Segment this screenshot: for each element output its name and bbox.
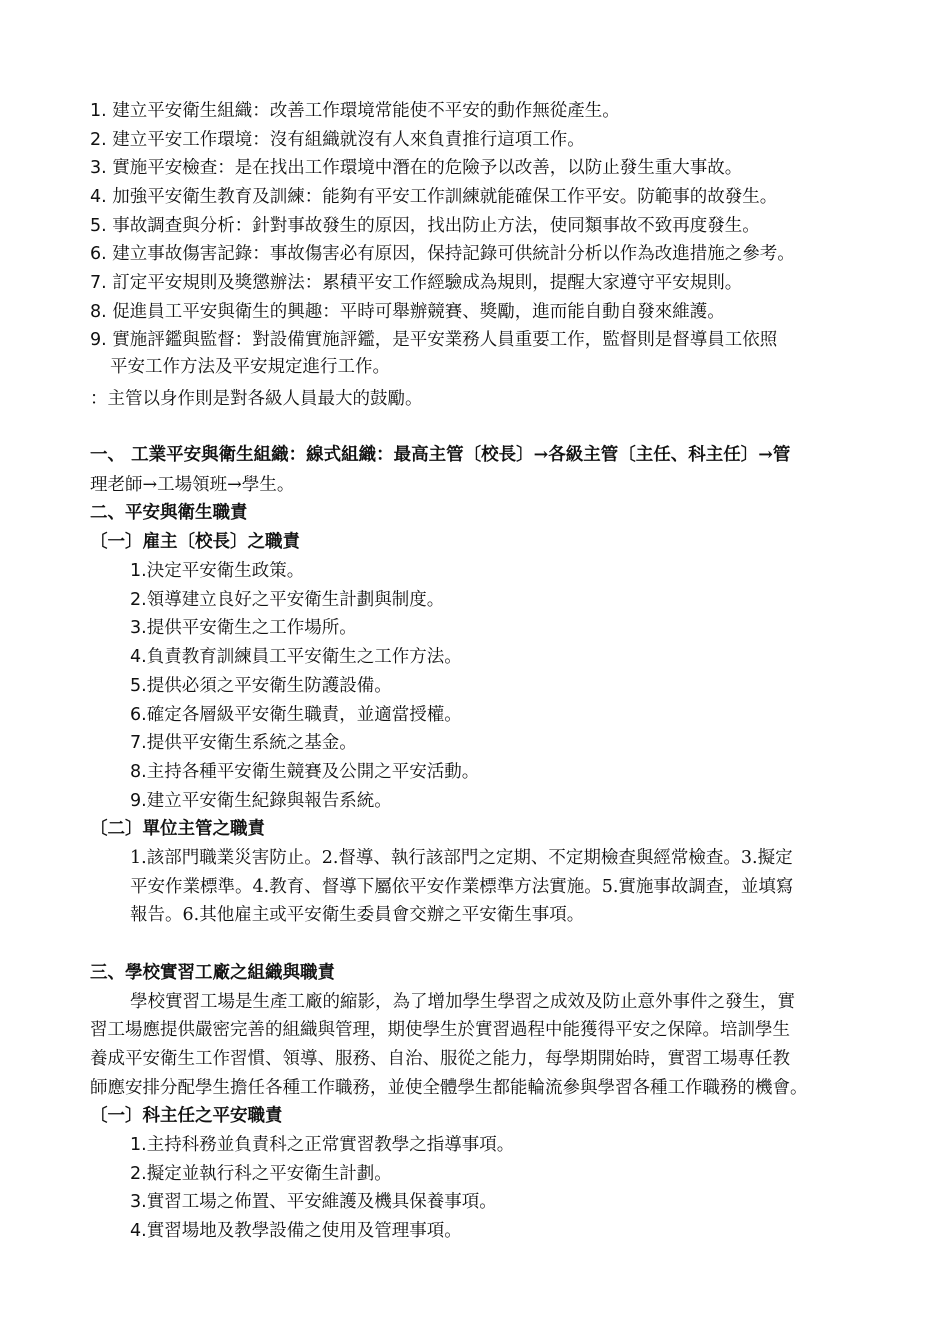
list-note: ：主管以身作則是對各級人員最大的鼓勵。 <box>90 389 423 409</box>
section2-sub1-item: 7.提供平安衛生系統之基金。 <box>130 733 357 753</box>
list-item-continuation: 平安工作方法及平安規定進行工作。 <box>110 357 390 377</box>
list-item: 1. 建立平安衛生組織：改善工作環境常能使不平安的動作無從產生。 <box>90 101 620 121</box>
section3-paragraph-line: 習工場應提供嚴密完善的組織與管理，期使學生於實習過程中能獲得平安之保障。培訓學生 <box>90 1020 790 1040</box>
section3-paragraph-line: 學校實習工場是生產工廠的縮影，為了增加學生學習之成效及防止意外事件之發生，實 <box>130 992 795 1012</box>
section1-line: 一、 工業平安與衛生組織：線式組織：最高主管〔校長〕→各級主管〔主任、科主任〕→管 <box>90 445 791 465</box>
section3-sub1-item: 1.主持科務並負責科之正常實習教學之指導事項。 <box>130 1135 515 1155</box>
list-item: 6. 建立事故傷害記錄：事故傷害必有原因，保持記錄可供統計分析以作為改進措施之參考。 <box>90 244 795 264</box>
section3-sub1-item: 3.實習工場之佈置、平安維護及機具保養事項。 <box>130 1192 497 1212</box>
section3-paragraph-line: 師應安排分配學生擔任各種工作職務，並使全體學生都能輪流參與學習各種工作職務的機會。 <box>90 1078 808 1098</box>
section2-sub2-line: 報告。6.其他雇主或平安衛生委員會交辦之平安衛生事項。 <box>130 905 585 925</box>
section2-sub1-heading: 〔一〕雇主〔校長〕之職責 <box>90 532 300 552</box>
list-item: 3. 實施平安檢查：是在找出工作環境中潛在的危險予以改善，以防止發生重大事故。 <box>90 158 743 178</box>
section3-sub1-item: 2.擬定並執行科之平安衛生計劃。 <box>130 1164 392 1184</box>
section3-sub1-item: 4.實習場地及教學設備之使用及管理事項。 <box>130 1221 462 1241</box>
section2-sub2-line: 1.該部門職業災害防止。2.督導、執行該部門之定期、不定期檢查與經常檢查。3.擬定 <box>130 848 793 868</box>
list-item: 2. 建立平安工作環境：沒有組織就沒有人來負責推行這項工作。 <box>90 130 585 150</box>
section2-sub1-item: 6.確定各層級平安衛生職責，並適當授權。 <box>130 705 462 725</box>
list-item: 5. 事故調查與分析：針對事故發生的原因，找出防止方法，使同類事故不致再度發生。 <box>90 216 760 236</box>
list-item: 9. 實施評鑑與監督：對設備實施評鑑，是平安業務人員重要工作，監督則是督導員工依照 <box>90 330 778 350</box>
section2-sub2-heading: 〔二〕單位主管之職責 <box>90 819 265 839</box>
section3-paragraph-line: 養成平安衛生工作習慣、領導、服務、自治、服從之能力，每學期開始時，實習工場專任教 <box>90 1049 790 1069</box>
section2-sub1-item: 4.負責教育訓練員工平安衛生之工作方法。 <box>130 647 462 667</box>
section1-line: 理老師→工場領班→學生。 <box>90 475 295 495</box>
section2-sub1-item: 3.提供平安衛生之工作場所。 <box>130 618 357 638</box>
section2-sub2-line: 平安作業標準。4.教育、督導下屬依平安作業標準方法實施。5.實施事故調查，並填寫 <box>130 877 794 897</box>
section2-sub1-item: 2.領導建立良好之平安衛生計劃與制度。 <box>130 590 445 610</box>
section2-sub1-item: 5.提供必須之平安衛生防護設備。 <box>130 676 392 696</box>
section2-heading: 二、平安與衛生職責 <box>90 503 248 523</box>
section2-sub1-item: 9.建立平安衛生紀錄與報告系統。 <box>130 791 392 811</box>
section3-heading: 三、學校實習工廠之組織與職責 <box>90 963 335 983</box>
list-item: 8. 促進員工平安與衛生的興趣：平時可舉辦競賽、獎勵，進而能自動自發來維護。 <box>90 302 725 322</box>
section2-sub1-item: 1.決定平安衛生政策。 <box>130 561 305 581</box>
section2-sub1-item: 8.主持各種平安衛生競賽及公開之平安活動。 <box>130 762 480 782</box>
list-item: 4. 加強平安衛生教育及訓練：能夠有平安工作訓練就能確保工作平安。防範事的故發生。 <box>90 187 778 207</box>
list-item: 7. 訂定平安規則及獎懲辦法：累積平安工作經驗成為規則，提醒大家遵守平安規則。 <box>90 273 743 293</box>
section3-sub1-heading: 〔一〕科主任之平安職責 <box>90 1106 283 1126</box>
